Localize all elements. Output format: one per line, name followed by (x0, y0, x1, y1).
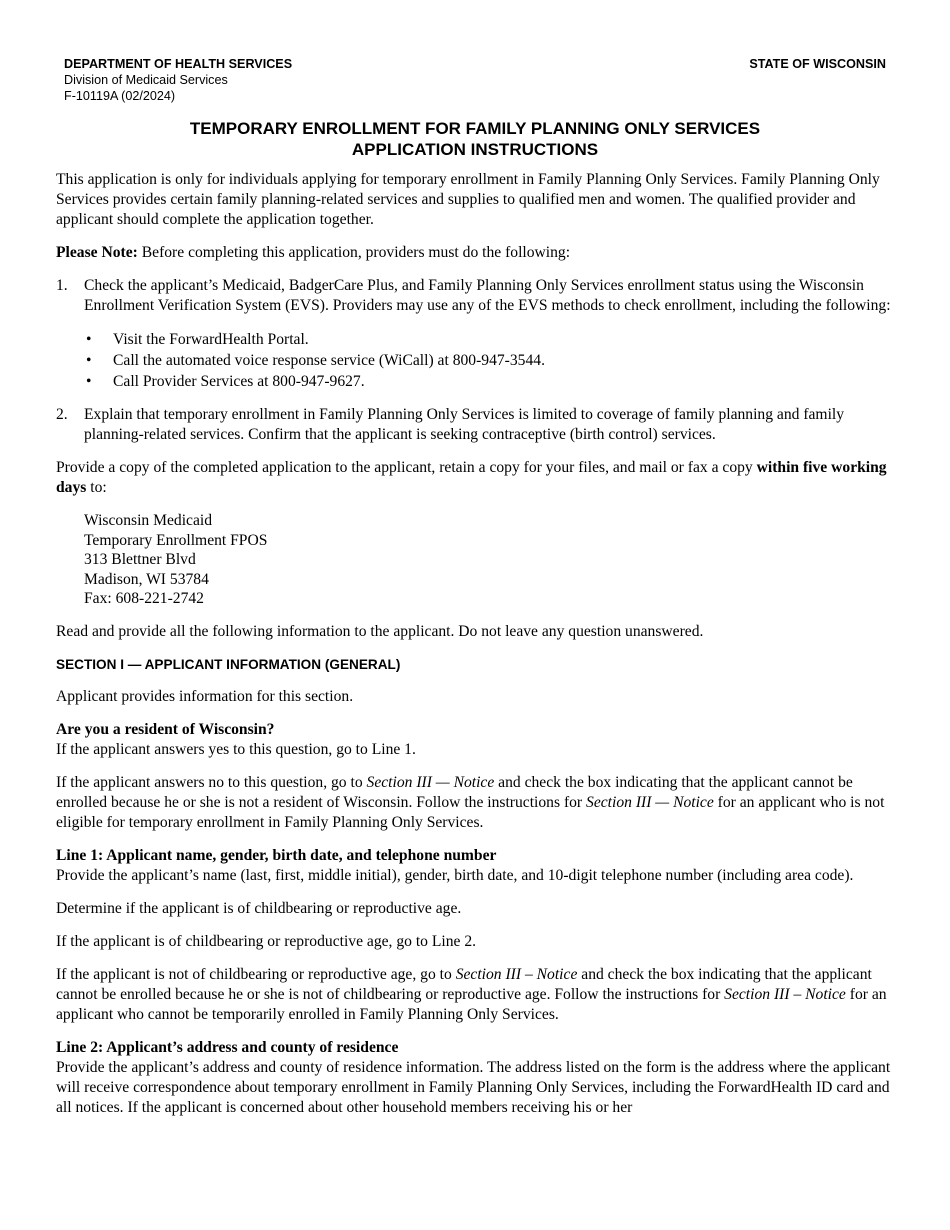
determine-age-paragraph: Determine if the applicant is of childbearing or reproductive age. (56, 899, 462, 917)
please-note-text: Before completing this application, providers must do the following: (137, 244, 571, 261)
text-run: for an applicant who cannot be temporarily enrolled in Family Planning Only Services. (56, 985, 887, 1023)
bullet-icon: • (86, 331, 92, 348)
step-1 (56, 276, 896, 392)
enrollment-check-methods (84, 329, 896, 392)
list-item-text: Call Provider Services at 800-947-9627. (113, 373, 365, 390)
copy-instruction-text: Provide a copy of the completed application to the applicant, retain a copy for your files, and mail or fax a copy (56, 459, 757, 476)
resident-no-paragraph (56, 773, 896, 833)
text-run: and check the box indicating that the applicant cannot be enrolled because he or she is not a resident of Wisconsin. Follow the instructions for (56, 773, 853, 811)
title-line-2: APPLICATION INSTRUCTIONS (351, 140, 599, 159)
step-number: 2. (56, 406, 68, 423)
resident-question-title: Are you a resident of Wisconsin? (56, 720, 275, 738)
line-2-title: Line 2: Applicant’s address and county of residence (56, 1038, 399, 1056)
intro-paragraph: This application is only for individuals applying for temporary enrollment in Family Planning Only Services. Family Planning Only Services provides certain family planning-related services and supplies to qualified men and women. The qualified provider and applicant should complete the application together. (56, 171, 880, 228)
copy-deadline: within five working days (56, 459, 887, 496)
line-2-instructions (56, 1038, 896, 1118)
form-number: F-10119A (02/2024) (64, 89, 176, 103)
section-reference: Section III – Notice (455, 965, 578, 983)
step-text: Check the applicant’s Medicaid, BadgerCare Plus, and Family Planning Only Services enrollment status using the Wisconsin Enrollment Verification System (EVS). Providers may use any of the EVS methods to check enrollment, including the following: (84, 277, 891, 314)
step-2 (56, 405, 896, 445)
address-line: 313 Blettner Blvd (84, 551, 196, 569)
section-reference: Section III — Notice (586, 793, 714, 811)
section-reference: Section III – Notice (724, 985, 846, 1003)
age-no-paragraph (56, 965, 896, 1025)
step-text: Explain that temporary enrollment in Family Planning Only Services is limited to coverage of family planning and family planning-related services. Confirm that the applicant is seeking contraceptive (birth control) services. (84, 406, 845, 443)
section-reference: Section III — Notice (366, 773, 495, 791)
list-item (84, 371, 896, 392)
address-line: Madison, WI 53784 (84, 570, 209, 588)
state-name: STATE OF WISCONSIN (749, 57, 886, 71)
line-1-title: Line 1: Applicant name, gender, birth date, and telephone number (56, 846, 497, 864)
section-1-heading: SECTION I — APPLICANT INFORMATION (GENERAL) (56, 656, 401, 672)
title-line-1: TEMPORARY ENROLLMENT FOR FAMILY PLANNING ONLY SERVICES (189, 119, 761, 138)
mailing-address (84, 511, 896, 609)
resident-yes-text: If the applicant answers yes to this question, go to Line 1. (56, 740, 416, 758)
bullet-icon: • (86, 373, 92, 390)
address-line: Temporary Enrollment FPOS (84, 531, 268, 549)
bullet-icon: • (86, 352, 92, 369)
text-run: If the applicant is not of childbearing or reproductive age, go to (56, 965, 456, 983)
section-1-intro: Applicant provides information for this section. (56, 687, 354, 705)
line-1-instructions (56, 846, 896, 886)
department-name: DEPARTMENT OF HEALTH SERVICES (64, 57, 293, 71)
please-note-label: Please Note: (56, 244, 138, 261)
text-run: and check the box indicating that the applicant cannot be enrolled because he or she is not of childbearing or reproductive age. Follow the instructions for (56, 965, 872, 1003)
list-item (84, 350, 896, 371)
copy-instruction (56, 458, 896, 498)
list-item-text: Visit the ForwardHealth Portal. (113, 331, 309, 348)
document-body (56, 170, 896, 1131)
document-header (64, 56, 886, 104)
read-provide-paragraph: Read and provide all the following information to the applicant. Do not leave any question unanswered. (56, 622, 704, 640)
list-item-text: Call the automated voice response service (WiCall) at 800-947-3544. (113, 352, 545, 369)
fax-number: Fax: 608-221-2742 (84, 590, 204, 608)
list-item (84, 329, 896, 350)
line-1-text: Provide the applicant’s name (last, first, middle initial), gender, birth date, and 10-digit telephone number (including area code). (56, 866, 854, 884)
copy-instruction-end: to: (86, 479, 107, 496)
step-number: 1. (56, 277, 68, 294)
division-name: Division of Medicaid Services (64, 73, 228, 87)
text-run: for an applicant who is not eligible for temporary enrollment in Family Planning Only Services. (56, 793, 885, 831)
age-yes-paragraph: If the applicant is of childbearing or reproductive age, go to Line 2. (56, 932, 477, 950)
address-line: Wisconsin Medicaid (84, 512, 212, 529)
please-note-paragraph (56, 243, 896, 263)
document-title (0, 118, 950, 160)
resident-question (56, 720, 896, 760)
line-2-text: Provide the applicant’s address and county of residence information. The address listed on the form is the address where the applicant will receive correspondence about temporary enrollment in Family Planning Only Services, including the ForwardHealth ID card and all notices. If the applicant is concerned about other household members receiving his or her (56, 1058, 891, 1116)
text-run: If the applicant answers no to this question, go to (56, 773, 367, 791)
